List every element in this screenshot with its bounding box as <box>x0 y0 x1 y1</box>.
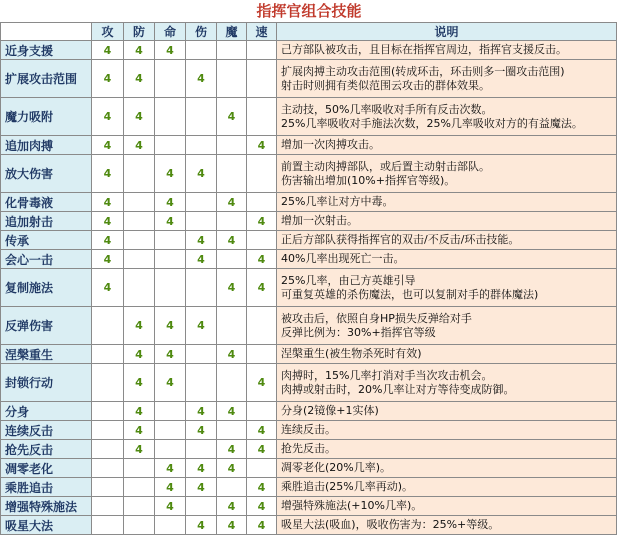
stat-life-cell <box>155 402 186 421</box>
skill-name: 吸星大法 <box>1 516 92 535</box>
stat-damage-cell: 4 <box>186 307 217 345</box>
stat-defense-cell <box>124 231 155 250</box>
stat-speed-cell <box>247 155 277 193</box>
stat-attack-cell: 4 <box>92 193 124 212</box>
table-row <box>1 364 617 402</box>
stat-life-cell <box>155 269 186 307</box>
stat-attack-cell: 4 <box>92 212 124 231</box>
table-row <box>1 516 617 535</box>
stat-magic-cell <box>217 60 247 98</box>
stat-attack-cell: 4 <box>92 98 124 136</box>
table-row <box>1 155 617 193</box>
table-row <box>1 193 617 212</box>
stat-magic-cell <box>217 250 247 269</box>
skill-name: 会心一击 <box>1 250 92 269</box>
stat-attack-cell: 4 <box>92 155 124 193</box>
skill-description: 吸星大法(吸血)，吸收伤害为：25%+等级。 <box>277 516 617 535</box>
skill-name: 复制施法 <box>1 269 92 307</box>
stat-speed-cell: 4 <box>247 212 277 231</box>
table-row <box>1 98 617 136</box>
table-row <box>1 250 617 269</box>
stat-attack-cell: 4 <box>92 41 124 60</box>
stat-speed-cell: 4 <box>247 440 277 459</box>
stat-defense-cell <box>124 269 155 307</box>
stat-attack-cell <box>92 421 124 440</box>
stat-speed-cell <box>247 231 277 250</box>
stat-damage-cell <box>186 98 217 136</box>
skill-description: 25%几率让对方中毒。 <box>277 193 617 212</box>
stat-defense-cell: 4 <box>124 41 155 60</box>
skill-description: 前置主动肉搏部队，或后置主动射击部队。 伤害输出增加(10%+指挥官等级)。 <box>277 155 617 193</box>
stat-attack-cell <box>92 364 124 402</box>
table-row <box>1 136 617 155</box>
stat-magic-cell: 4 <box>217 497 247 516</box>
stat-defense-cell <box>124 497 155 516</box>
stat-magic-cell: 4 <box>217 402 247 421</box>
header-magic: 魔 <box>217 23 247 41</box>
skill-name: 魔力吸附 <box>1 98 92 136</box>
table-row <box>1 421 617 440</box>
skill-description: 正后方部队获得指挥官的双击/不反击/环击技能。 <box>277 231 617 250</box>
stat-defense-cell: 4 <box>124 402 155 421</box>
stat-attack-cell: 4 <box>92 136 124 155</box>
stat-defense-cell: 4 <box>124 345 155 364</box>
stat-defense-cell <box>124 516 155 535</box>
stat-speed-cell: 4 <box>247 250 277 269</box>
page-title: 指挥官组合技能 <box>256 2 362 20</box>
table-row <box>1 307 617 345</box>
stat-magic-cell: 4 <box>217 345 247 364</box>
stat-defense-cell: 4 <box>124 98 155 136</box>
stat-magic-cell <box>217 136 247 155</box>
skill-name: 连续反击 <box>1 421 92 440</box>
stat-magic-cell: 4 <box>217 440 247 459</box>
stat-speed-cell: 4 <box>247 478 277 497</box>
header-attack: 攻 <box>92 23 124 41</box>
stat-damage-cell <box>186 136 217 155</box>
skill-description: 扩展肉搏主动攻击范围(转成环击，环击则多一圈攻击范围) 射击时则拥有类似范围云攻击的群体效果。 <box>277 60 617 98</box>
stat-speed-cell: 4 <box>247 516 277 535</box>
stat-life-cell <box>155 136 186 155</box>
skill-name: 分身 <box>1 402 92 421</box>
header-description: 说明 <box>277 23 617 41</box>
stat-life-cell <box>155 421 186 440</box>
skill-description: 肉搏时，15%几率打消对手当次攻击机会。 肉搏或射击时，20%几率让对方等待变成防御。 <box>277 364 617 402</box>
stat-speed-cell: 4 <box>247 136 277 155</box>
stat-life-cell <box>155 440 186 459</box>
stat-life-cell <box>155 231 186 250</box>
stat-magic-cell <box>217 307 247 345</box>
stat-damage-cell: 4 <box>186 478 217 497</box>
stat-defense-cell <box>124 478 155 497</box>
stat-defense-cell: 4 <box>124 60 155 98</box>
skill-table <box>0 22 617 535</box>
stat-magic-cell: 4 <box>217 193 247 212</box>
stat-life-cell: 4 <box>155 497 186 516</box>
stat-attack-cell <box>92 516 124 535</box>
skill-description: 凋零老化(20%几率)。 <box>277 459 617 478</box>
table-row <box>1 497 617 516</box>
table-row <box>1 41 617 60</box>
header-name <box>1 23 92 41</box>
stat-damage-cell: 4 <box>186 516 217 535</box>
table-row <box>1 440 617 459</box>
stat-damage-cell: 4 <box>186 459 217 478</box>
stat-defense-cell: 4 <box>124 421 155 440</box>
skill-name: 近身支援 <box>1 41 92 60</box>
skill-description: 增强特殊施法(+10%几率)。 <box>277 497 617 516</box>
skill-name: 增强特殊施法 <box>1 497 92 516</box>
stat-damage-cell <box>186 345 217 364</box>
header-speed: 速 <box>247 23 277 41</box>
skill-name: 追加肉搏 <box>1 136 92 155</box>
skill-description: 连续反击。 <box>277 421 617 440</box>
stat-magic-cell: 4 <box>217 98 247 136</box>
stat-defense-cell <box>124 459 155 478</box>
table-row <box>1 212 617 231</box>
stat-magic-cell <box>217 364 247 402</box>
table-row <box>1 269 617 307</box>
stat-attack-cell <box>92 459 124 478</box>
skill-description: 主动技，50%几率吸收对手所有反击次数。 25%几率吸收对手施法次数，25%几率吸收对方的有益魔法。 <box>277 98 617 136</box>
table-row <box>1 478 617 497</box>
stat-speed-cell <box>247 402 277 421</box>
stat-speed-cell: 4 <box>247 497 277 516</box>
header-life: 命 <box>155 23 186 41</box>
stat-speed-cell <box>247 98 277 136</box>
table-body <box>1 41 617 535</box>
stat-life-cell: 4 <box>155 307 186 345</box>
stat-damage-cell: 4 <box>186 60 217 98</box>
stat-magic-cell: 4 <box>217 269 247 307</box>
stat-life-cell: 4 <box>155 155 186 193</box>
skill-name: 传承 <box>1 231 92 250</box>
stat-speed-cell <box>247 345 277 364</box>
stat-life-cell: 4 <box>155 193 186 212</box>
stat-defense-cell <box>124 250 155 269</box>
stat-life-cell <box>155 60 186 98</box>
stat-life-cell: 4 <box>155 41 186 60</box>
skill-description: 25%几率，由己方英雄引导 可重复英雄的杀伤魔法，也可以复制对手的群体魔法) <box>277 269 617 307</box>
skill-name: 反弹伤害 <box>1 307 92 345</box>
stat-magic-cell <box>217 421 247 440</box>
skill-description: 涅槃重生(被生物杀死时有效) <box>277 345 617 364</box>
stat-damage-cell <box>186 440 217 459</box>
stat-damage-cell: 4 <box>186 231 217 250</box>
stat-life-cell: 4 <box>155 364 186 402</box>
stat-life-cell: 4 <box>155 212 186 231</box>
stat-speed-cell <box>247 41 277 60</box>
table-row <box>1 60 617 98</box>
stat-attack-cell: 4 <box>92 231 124 250</box>
stat-magic-cell <box>217 155 247 193</box>
stat-life-cell: 4 <box>155 459 186 478</box>
stat-defense-cell: 4 <box>124 307 155 345</box>
stat-speed-cell <box>247 307 277 345</box>
stat-attack-cell: 4 <box>92 60 124 98</box>
stat-life-cell <box>155 250 186 269</box>
header-damage: 伤 <box>186 23 217 41</box>
stat-damage-cell <box>186 497 217 516</box>
table-row <box>1 402 617 421</box>
skill-name: 化骨毒液 <box>1 193 92 212</box>
skill-name: 抢先反击 <box>1 440 92 459</box>
stat-defense-cell <box>124 155 155 193</box>
stat-life-cell: 4 <box>155 345 186 364</box>
stat-speed-cell <box>247 60 277 98</box>
skill-name: 封锁行动 <box>1 364 92 402</box>
skill-description: 抢先反击。 <box>277 440 617 459</box>
skill-description: 40%几率出现死亡一击。 <box>277 250 617 269</box>
stat-speed-cell: 4 <box>247 364 277 402</box>
stat-speed-cell <box>247 459 277 478</box>
stat-magic-cell: 4 <box>217 516 247 535</box>
stat-damage-cell: 4 <box>186 421 217 440</box>
skill-description: 分身(2镜像+1实体) <box>277 402 617 421</box>
stat-damage-cell: 4 <box>186 250 217 269</box>
skill-description: 增加一次射击。 <box>277 212 617 231</box>
stat-attack-cell <box>92 307 124 345</box>
stat-life-cell <box>155 516 186 535</box>
stat-defense-cell <box>124 212 155 231</box>
stat-attack-cell <box>92 402 124 421</box>
stat-attack-cell <box>92 497 124 516</box>
stat-attack-cell <box>92 345 124 364</box>
stat-speed-cell <box>247 193 277 212</box>
header-defense: 防 <box>124 23 155 41</box>
stat-life-cell: 4 <box>155 478 186 497</box>
stat-defense-cell: 4 <box>124 364 155 402</box>
skill-name: 扩展攻击范围 <box>1 60 92 98</box>
stat-damage-cell <box>186 193 217 212</box>
skill-name: 涅槃重生 <box>1 345 92 364</box>
stat-damage-cell: 4 <box>186 402 217 421</box>
stat-damage-cell <box>186 364 217 402</box>
stat-defense-cell: 4 <box>124 440 155 459</box>
skill-name: 乘胜追击 <box>1 478 92 497</box>
stat-magic-cell: 4 <box>217 459 247 478</box>
stat-defense-cell <box>124 193 155 212</box>
skill-description: 己方部队被攻击，且目标在指挥官周边，指挥官支援反击。 <box>277 41 617 60</box>
stat-speed-cell: 4 <box>247 269 277 307</box>
stat-life-cell <box>155 98 186 136</box>
skill-name: 放大伤害 <box>1 155 92 193</box>
stat-attack-cell <box>92 478 124 497</box>
stat-damage-cell <box>186 212 217 231</box>
stat-attack-cell: 4 <box>92 269 124 307</box>
stat-magic-cell <box>217 212 247 231</box>
stat-attack-cell: 4 <box>92 250 124 269</box>
stat-attack-cell <box>92 440 124 459</box>
stat-damage-cell: 4 <box>186 155 217 193</box>
stat-speed-cell: 4 <box>247 421 277 440</box>
stat-damage-cell <box>186 269 217 307</box>
skill-description: 乘胜追击(25%几率再动)。 <box>277 478 617 497</box>
table-row <box>1 231 617 250</box>
table-row <box>1 459 617 478</box>
table-row <box>1 345 617 364</box>
stat-magic-cell: 4 <box>217 231 247 250</box>
stat-magic-cell <box>217 478 247 497</box>
skill-description: 增加一次肉搏攻击。 <box>277 136 617 155</box>
header-row <box>1 23 617 41</box>
stat-magic-cell <box>217 41 247 60</box>
skill-description: 被攻击后，依照自身HP损失反弹给对手 反弹比例为：30%+指挥官等级 <box>277 307 617 345</box>
stat-damage-cell <box>186 41 217 60</box>
skill-name: 追加射击 <box>1 212 92 231</box>
stat-defense-cell: 4 <box>124 136 155 155</box>
skill-name: 凋零老化 <box>1 459 92 478</box>
